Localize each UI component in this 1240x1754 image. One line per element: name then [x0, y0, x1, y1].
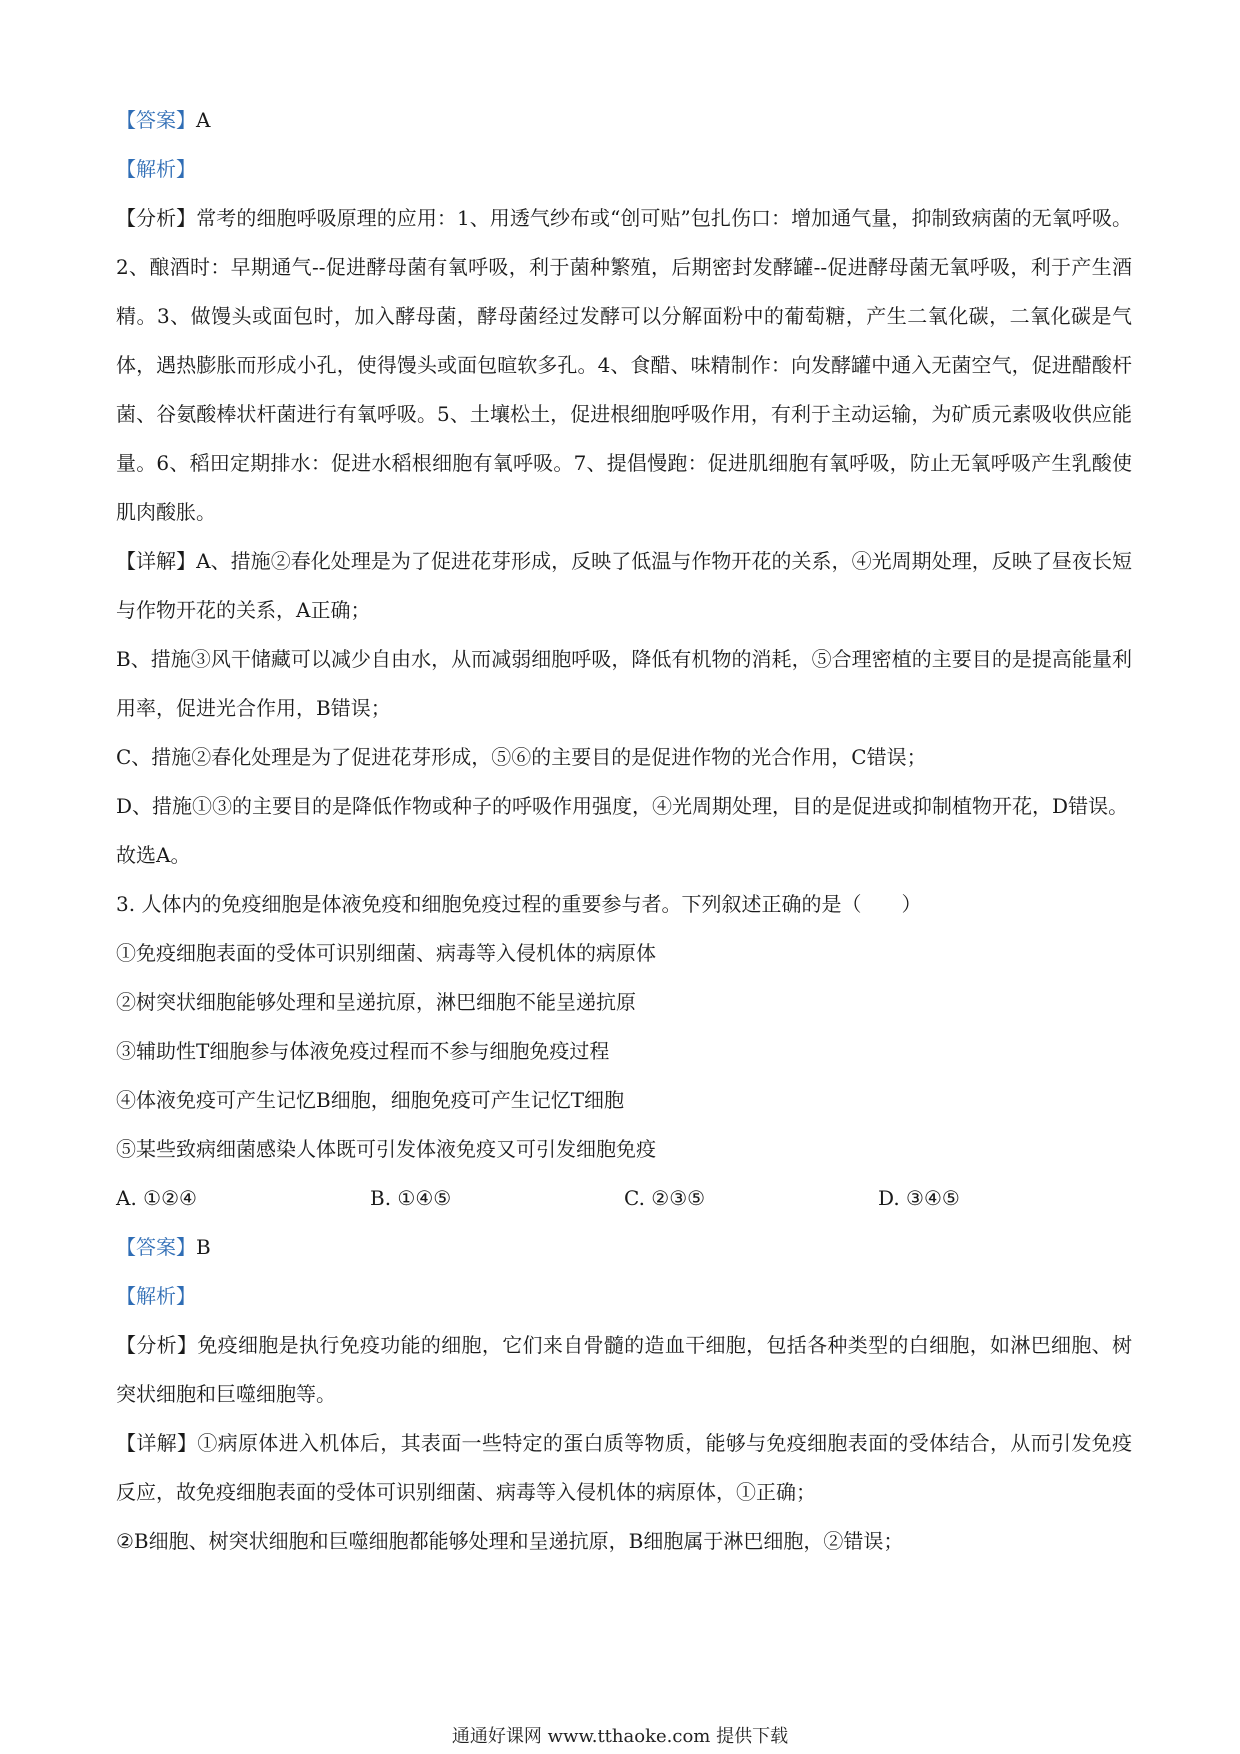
q3-fenxi-paragraph — [116, 1321, 1132, 1419]
q3-xiangjie-1 — [116, 1419, 1132, 1517]
xiangjie-tag: 【详解】 — [116, 1431, 198, 1455]
q2-xiangjie-a — [116, 537, 1132, 635]
q3-analysis-line — [116, 1272, 1132, 1321]
q3-answer-line — [116, 1223, 1132, 1272]
q2-fenxi-paragraph — [116, 194, 1132, 537]
q3-statement: ②树突状细胞能够处理和呈递抗原，淋巴细胞不能呈递抗原 — [116, 990, 636, 1014]
q3-statement: ④体液免疫可产生记忆B细胞，细胞免疫可产生记忆T细胞 — [116, 1088, 625, 1112]
xiangjie-1-text: ①病原体进入机体后，其表面一些特定的蛋白质等物质，能够与免疫细胞表面的受体结合，从而引发免疫反应，故免疫细胞表面的受体可识别细菌、病毒等入侵机体的病原体，①正确； — [116, 1431, 1133, 1504]
q3-option-c: C. ②③⑤ — [624, 1186, 706, 1210]
q3-option-b: B. ①④⑤ — [370, 1186, 452, 1210]
q2-conclusion: 故选A。 — [116, 843, 191, 867]
xiangjie-a-text: A、措施②春化处理是为了促进花芽形成，反映了低温与作物开花的关系，④光周期处理，反映了昼夜长短与作物开花的关系，A正确； — [116, 549, 1132, 622]
q3-statement: ①免疫细胞表面的受体可识别细菌、病毒等入侵机体的病原体 — [116, 941, 656, 965]
q2-xiangjie-c: C、措施②春化处理是为了促进花芽形成，⑤⑥的主要目的是促进作物的光合作用，C错误； — [116, 745, 927, 769]
q2-analysis-line — [116, 145, 1132, 194]
q2-answer-line — [116, 96, 1132, 145]
q2-xiangjie-d: D、措施①③的主要目的是降低作物或种子的呼吸作用强度，④光周期处理，目的是促进或抑制植物开花，D错误。 — [116, 794, 1129, 818]
analysis-label: 【解析】 — [116, 1284, 196, 1308]
fenxi-text: 免疫细胞是执行免疫功能的细胞，它们来自骨髓的造血干细胞，包括各种类型的白细胞，如淋巴细胞、树突状细胞和巨噬细胞等。 — [116, 1333, 1133, 1406]
fenxi-tag: 【分析】 — [116, 1333, 198, 1357]
fenxi-text: 常考的细胞呼吸原理的应用：1、用透气纱布或“创可贴”包扎伤口：增加通气量，抑制致病菌的无氧呼吸。2、酿酒时：早期通气--促进酵母菌有氧呼吸，利于菌种繁殖，后期密封发酵罐--促进酵母菌无氧呼吸，利于产生酒精。3、做馒头或面包时，加入酵母菌，酵母菌经过发酵可以分解面粉中的葡萄糖，产生二氧化碳，二氧化碳是气体，遇热膨胀而形成小孔，使得馒头或面包暄软多孔。4、食醋、味精制作：向发酵罐中通入无菌空气，促进醋酸杆菌、谷氨酸棒状杆菌进行有氧呼吸。5、土壤松土，促进根细胞呼吸作用，有利于主动运输，为矿质元素吸收供应能量。6、稻田定期排水：促进水稻根细胞有氧呼吸。7、提倡慢跑：促进肌细胞有氧呼吸，防止无氧呼吸产生乳酸使肌肉酸胀。 — [116, 206, 1132, 524]
answer-value: A — [196, 108, 211, 132]
page-footer: 通通好课网 www.tthaoke.com 提供下载 — [451, 1726, 789, 1747]
answer-value: B — [196, 1235, 211, 1259]
answer-label: 【答案】 — [116, 108, 196, 132]
q3-statement: ③辅助性T细胞参与体液免疫过程而不参与细胞免疫过程 — [116, 1039, 610, 1063]
q3-xiangjie-2: ②B细胞、树突状细胞和巨噬细胞都能够处理和呈递抗原，B细胞属于淋巴细胞，②错误； — [116, 1529, 904, 1553]
q2-xiangjie-b: B、措施③风干储藏可以减少自由水，从而减弱细胞呼吸，降低有机物的消耗，⑤合理密植的主要目的是提高能量利用率，促进光合作用，B错误； — [116, 647, 1132, 720]
analysis-label: 【解析】 — [116, 157, 196, 181]
q3-option-d: D. ③④⑤ — [878, 1186, 960, 1210]
q3-stem: 3. 人体内的免疫细胞是体液免疫和细胞免疫过程的重要参与者。下列叙述正确的是（ ） — [116, 892, 922, 916]
page-content — [116, 96, 1132, 1566]
xiangjie-tag: 【详解】 — [116, 549, 197, 573]
q3-options — [116, 1174, 1132, 1223]
fenxi-tag: 【分析】 — [116, 206, 197, 230]
q3-statement: ⑤某些致病细菌感染人体既可引发体液免疫又可引发细胞免疫 — [116, 1137, 656, 1161]
q3-option-a: A. ①②④ — [116, 1186, 197, 1210]
answer-label: 【答案】 — [116, 1235, 196, 1259]
